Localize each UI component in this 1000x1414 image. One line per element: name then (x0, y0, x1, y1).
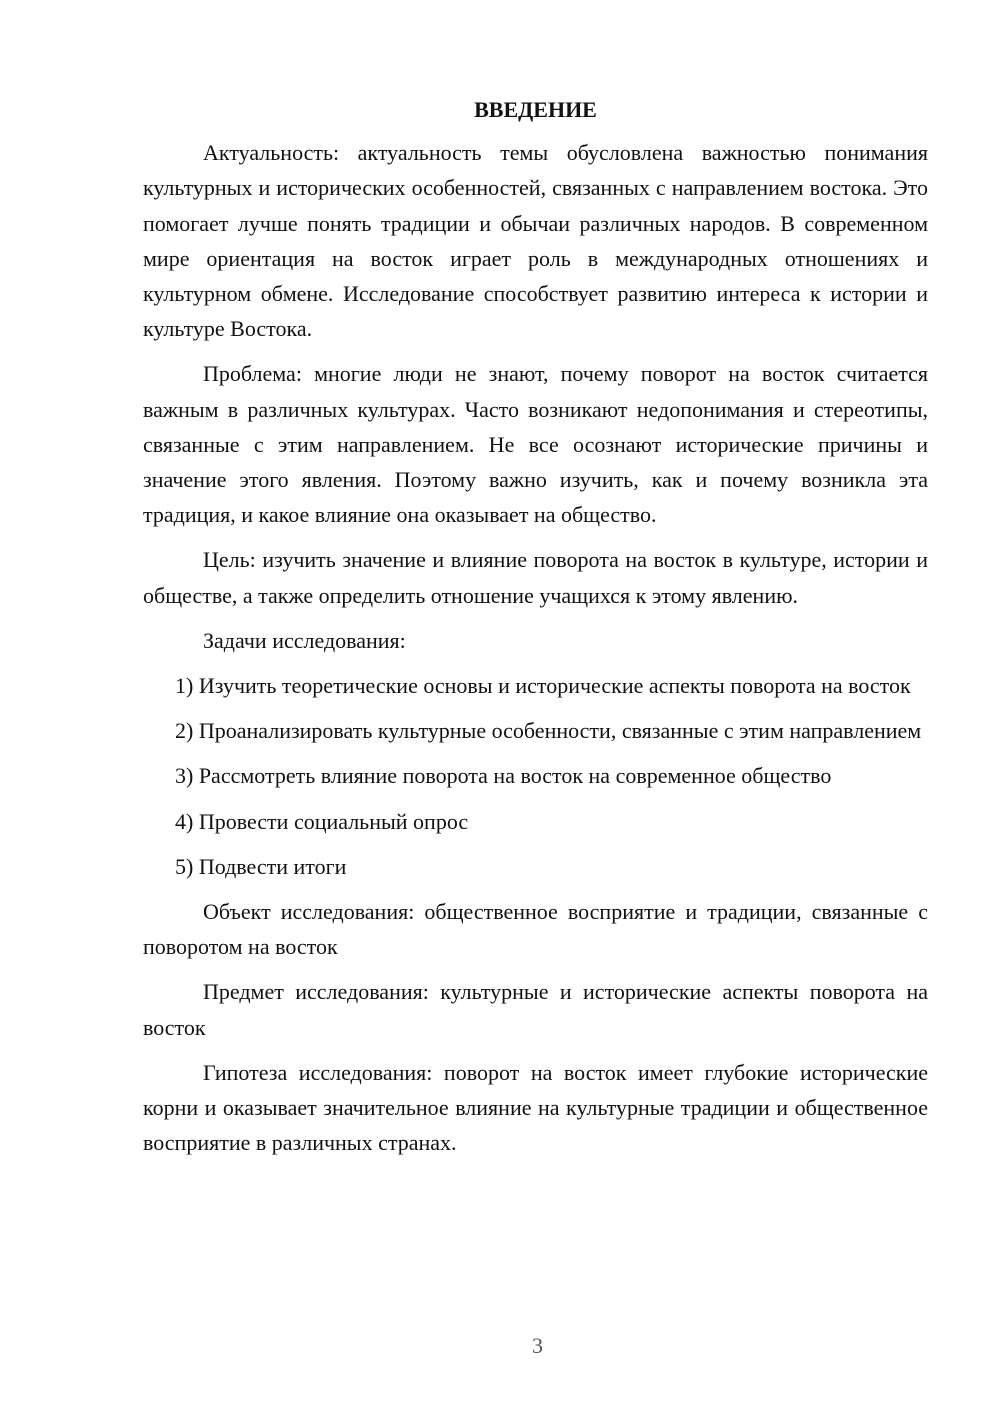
task-item-5: 5) Подвести итоги (175, 853, 347, 879)
task-item-1: 1) Изучить теоретические основы и исторические аспекты поворота на восток (175, 673, 911, 699)
hypothesis-paragraph: Гипотеза исследования: поворот на восток имеет глубокие исторические корни и оказывает значительное влияние на культурные традиции и общественное восприятие в различных странах. (143, 1059, 928, 1156)
task-item-4: 4) Провести социальный опрос (175, 808, 469, 834)
goal-paragraph: Цель: изучить значение и влияние поворота на восток в культуре, истории и обществе, а также определить отношение учащихся к этому явлению. (143, 547, 928, 608)
subject-paragraph: Предмет исследования: культурные и исторические аспекты поворота на восток (143, 979, 928, 1040)
tasks-heading: Задачи исследования: (203, 627, 406, 653)
page-content (143, 92, 928, 1170)
page-number: 3 (532, 1333, 543, 1358)
task-item-3: 3) Рассмотреть влияние поворота на восток на современное общество (175, 763, 832, 789)
object-paragraph: Объект исследования: общественное восприятие и традиции, связанные с поворотом на восток (143, 899, 928, 960)
relevance-paragraph: Актуальность: актуальность темы обусловлена важностью понимания культурных и исторических особенностей, связанных с направлением востока. Это помогает лучше понять традиции и обычаи различных народов. В современном мире ориентация на восток играет роль в международных отношениях и культурном обмене. Исследование способствует развитию интереса к истории и культуре Востока. (143, 140, 928, 342)
task-item-2: 2) Проанализировать культурные особенности, связанные с этим направлением (175, 718, 922, 744)
problem-paragraph: Проблема: многие люди не знают, почему поворот на восток считается важным в различных культурах. Часто возникают недопонимания и стереотипы, связанные с этим направлением. Не все осознают исторические причины и значение этого явления. Поэтому важно изучить, как и почему возникла эта традиция, и какое влияние она оказывает на общество. (143, 361, 928, 528)
page-title: ВВЕДЕНИЕ (474, 97, 597, 122)
